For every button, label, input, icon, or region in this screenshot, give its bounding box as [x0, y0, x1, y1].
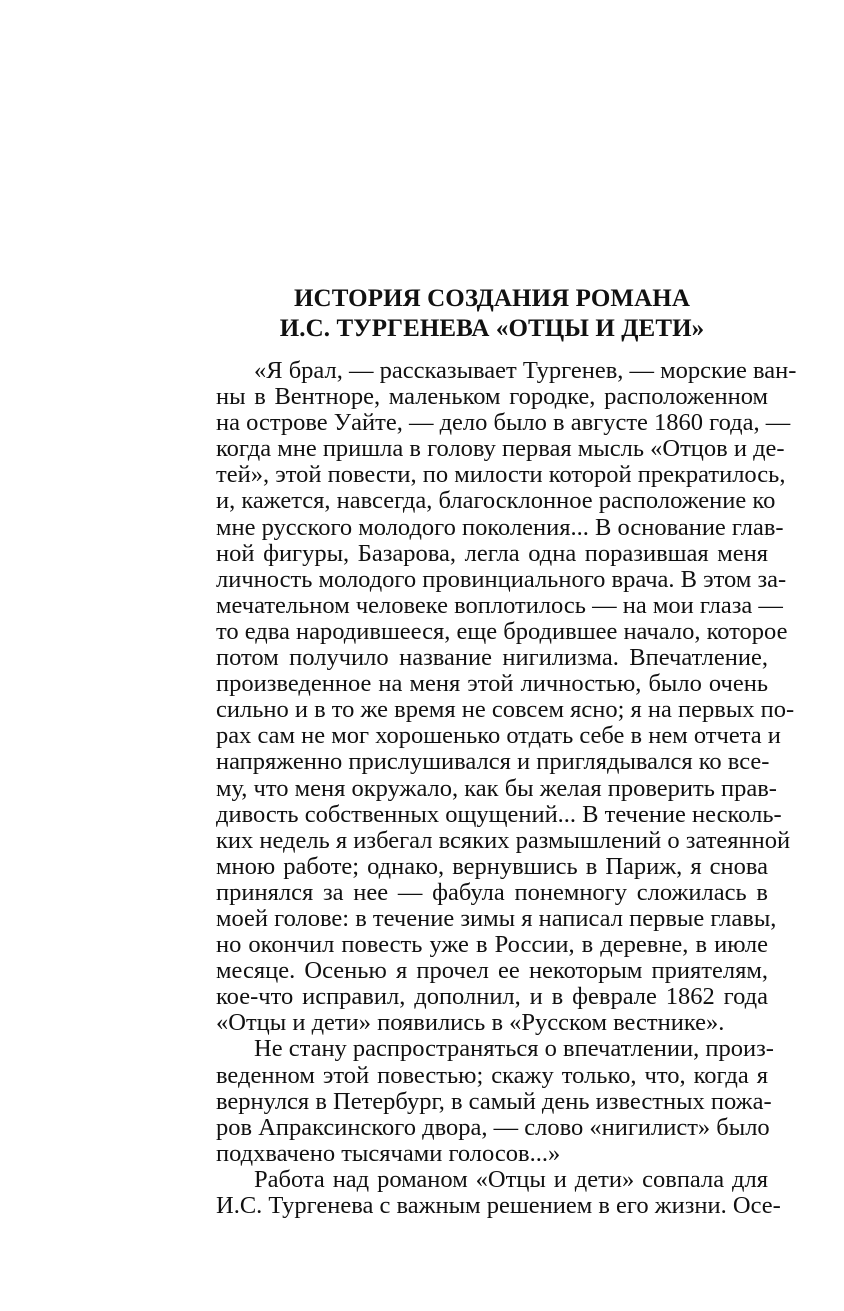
chapter-title [216, 284, 768, 344]
text-line: мечательном человеке воплотилось — на мои глаза — [216, 591, 783, 619]
text-line: личность молодого провинциального врача. В этом за- [216, 565, 787, 593]
text-line: веденном этой повестью; скажу только, что, когда я [216, 1061, 768, 1089]
text-line: месяце. Осенью я прочел ее некоторым приятелям, [216, 957, 768, 985]
chapter-title-line-1: ИСТОРИЯ СОЗДАНИЯ РОМАНА [294, 285, 690, 312]
text-line: И.С. Тургенева с важным решением в его жизни. Осе- [216, 1192, 781, 1219]
chapter-title-line-2: И.С. ТУРГЕНЕВА «ОТЦЫ И ДЕТИ» [279, 315, 705, 342]
text-line: принялся за нее — фабула понемногу сложилась в [216, 878, 768, 906]
text-line: мною работе; однако, вернувшись в Париж, я снова [216, 852, 768, 880]
text-line: Работа над романом «Отцы и дети» совпала для [254, 1165, 768, 1193]
text-line: потом получило название нигилизма. Впечатление, [216, 644, 768, 672]
text-line: когда мне пришла в голову первая мысль «Отцов и де- [216, 435, 785, 463]
text-line: сильно и в то же время не совсем ясно; я на первых по- [216, 696, 795, 724]
text-line: и, кажется, навсегда, благосклонное расположение ко [216, 487, 776, 515]
text-line: ких недель я избегал всяких размышлений о затеянной [216, 826, 791, 854]
text-line: ров Апраксинского двора, — слово «нигилист» было [216, 1113, 770, 1141]
body-text [216, 357, 797, 1219]
text-line: тей», этой повести, по милости которой прекратилось, [216, 461, 786, 489]
text-line: произведенное на меня этой личностью, было очень [216, 670, 768, 698]
text-line: му, что меня окружало, как бы желая проверить прав- [216, 774, 777, 802]
text-line: на острове Уайте, — дело было в августе 1860 года, — [216, 409, 791, 437]
text-line: рах сам не мог хорошенько отдать себе в нем отчета и [216, 722, 781, 750]
text-line: подхвачено тысячами голосов...» [216, 1139, 561, 1167]
text-line: то едва народившееся, еще бродившее начало, которое [216, 617, 788, 645]
text-line: ны в Вентноре, маленьком городке, расположенном [216, 383, 768, 411]
text-line: напряженно прислушивался и приглядывался ко все- [216, 748, 770, 776]
text-line: мне русского молодого поколения... В основание глав- [216, 513, 784, 541]
text-line: моей голове: в течение зимы я написал первые главы, [216, 904, 777, 932]
text-line: но окончил повесть уже в России, в деревне, в июле [216, 931, 768, 959]
text-line: Не стану распространяться о впечатлении, произ- [254, 1035, 774, 1063]
text-line: вернулся в Петербург, в самый день известных пожа- [216, 1087, 772, 1115]
text-line: дивость собственных ощущений... В течение несколь- [216, 800, 782, 828]
text-line: «Я брал, — рассказывает Тургенев, — морские ван- [254, 357, 797, 384]
text-line: «Отцы и дети» появились в «Русском вестнике». [216, 1009, 725, 1037]
text-line: ной фигуры, Базарова, легла одна поразившая меня [216, 539, 768, 567]
text-line: кое-что исправил, дополнил, и в феврале 1862 года [216, 983, 768, 1011]
